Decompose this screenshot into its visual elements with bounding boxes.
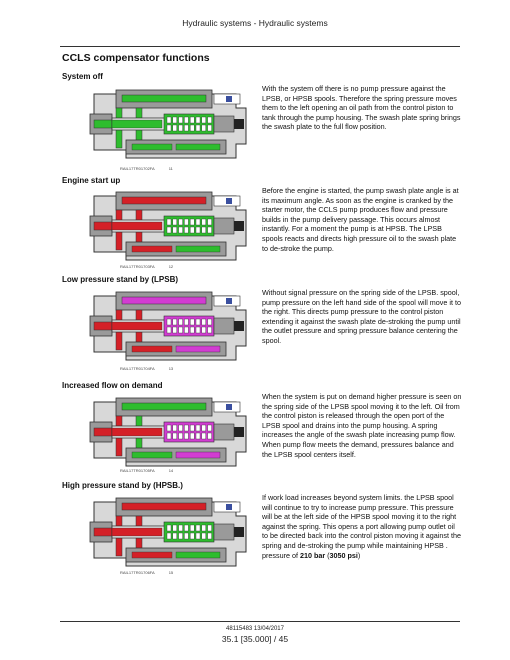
spring-coil [202,125,206,131]
signal-passage [176,552,220,558]
spring-coil [167,319,171,325]
spring-coil [208,319,212,325]
compensator-diagram [86,84,252,164]
spring-coil [202,533,206,539]
spring-coil [196,219,200,225]
spring-coil [202,117,206,123]
spring-coil [179,433,183,439]
caption-code: RAIL17TR01705FA [120,468,155,473]
section-title: CCLS compensator functions [62,52,210,64]
spring-coil [179,319,183,325]
figure-number: 13 [168,366,174,371]
adjusting-screw [214,524,234,540]
spring-coil [208,219,212,225]
inlet-passage [94,222,112,230]
spool-land [112,120,162,128]
spring-coil [179,117,183,123]
spool-land [112,528,162,536]
figure-hpsb [86,492,252,572]
upper-passage [122,503,206,510]
spring-coil [190,227,194,233]
figure-caption [120,166,173,171]
lock-nut [234,427,244,437]
compensator-diagram [86,492,252,572]
inlet-passage [94,322,112,330]
spool-land [112,322,162,330]
figure-lpsb [86,286,252,366]
spring-chamber [164,422,214,442]
page-header: Hydraulic systems - Hydraulic systems [182,18,328,28]
figure-caption [120,570,173,575]
signal-passage [176,144,220,150]
spring-coil [184,319,188,325]
figure-system-off [86,84,252,164]
spring-coil [179,533,183,539]
spring-coil [190,125,194,131]
subsection-title-hpsb: High pressure stand by (HPSB.) [62,481,183,490]
piston-passage [132,552,172,558]
spring-coil [173,227,177,233]
spring-coil [196,125,200,131]
piston-passage [132,346,172,352]
spool-land [112,428,162,436]
spring-coil [202,219,206,225]
spring-coil [208,117,212,123]
pressure-psi-value: 3050 psi [329,550,358,560]
orifice-plug [226,198,232,204]
figure-caption [120,264,173,269]
spring-chamber [164,316,214,336]
spring-coil [167,433,171,439]
spring-coil [202,327,206,333]
adjusting-screw [214,116,234,132]
adjusting-screw [214,318,234,334]
spring-coil [179,327,183,333]
spring-coil [179,227,183,233]
spring-coil [167,125,171,131]
spring-coil [184,125,188,131]
upper-passage [122,197,206,204]
spring-coil [184,327,188,333]
spring-coil [190,327,194,333]
spring-coil [190,219,194,225]
spring-coil [202,319,206,325]
spring-coil [167,227,171,233]
lock-nut [234,321,244,331]
spring-coil [196,525,200,531]
spring-coil [208,525,212,531]
spring-coil [167,327,171,333]
spring-coil [208,327,212,333]
spring-coil [196,319,200,325]
spring-coil [184,219,188,225]
inlet-passage [94,120,112,128]
spring-coil [173,117,177,123]
spring-coil [190,433,194,439]
spring-coil [196,425,200,431]
paragraph-engine-start-up: Before the engine is started, the pump swash plate angle is at its maximum angle. As soon as the engine is cranked by the starter motor, the CCLS pump produces flow and pressure builds in the pump delivery passage. This occurs almost instantly. For a moment the pump is at HPSB. The LPSB spools reacts and directs high pressure oil to the swash plate to de-stroke the pump. [262,186,459,253]
spring-coil [173,219,177,225]
piston-passage [132,246,172,252]
piston-passage [132,452,172,458]
spring-coil [202,433,206,439]
spring-coil [190,533,194,539]
spring-coil [208,433,212,439]
footer-page-number: 35.1 [35.000] / 45 [221,634,289,644]
compensator-diagram [86,186,252,266]
orifice-plug [226,96,232,102]
figure-number: 11 [168,166,173,171]
spring-coil [184,227,188,233]
spring-coil [173,533,177,539]
spring-coil [202,525,206,531]
spring-coil [179,525,183,531]
spring-coil [173,327,177,333]
spring-chamber [164,114,214,134]
piston-passage [132,144,172,150]
spring-coil [173,425,177,431]
signal-passage [176,452,220,458]
header-divider [60,46,460,47]
pressure-bar-value: 210 bar [299,550,326,560]
spool-land [112,222,162,230]
spring-chamber [164,216,214,236]
spring-coil [167,117,171,123]
spring-coil [167,533,171,539]
figure-increased-flow [86,392,252,472]
orifice-plug [226,298,232,304]
subsection-title-system-off: System off [62,72,103,81]
subsection-title-lpsb: Low pressure stand by (LPSB) [62,275,179,284]
spring-coil [190,319,194,325]
spring-coil [196,433,200,439]
spring-coil [208,125,212,131]
paragraph-lpsb: Without signal pressure on the spring side of the LPSB. spool, pump pressure on the left hand side of the spool will move it to the right. This directs pump pressure to the control piston extending it against the swash plate de-stroking the pump until the outlet pressure and spring pressure balance centering the spool. [262,288,461,345]
caption-code: RAIL17TR01703FA [120,264,155,269]
spring-coil [179,219,183,225]
spring-coil [173,319,177,325]
spring-coil [190,425,194,431]
paragraph-hpsb [262,493,462,560]
spring-coil [190,525,194,531]
inlet-passage [94,528,112,536]
paragraph-increased-flow: When the system is put on demand higher pressure is seen on the spring side of the LPSB spool moving it to the left. Oil from the control piston is released through the open port of the LPSB spool and drains into the pump housing. A spring increases the angle of the swash plate increasing pump flow. When pump flow meets the demand, pressures balance and the LPSB spool centers itself. [262,392,462,459]
caption-code: RAIL17TR01702FA [120,166,155,171]
orifice-plug [226,504,232,510]
caption-code: RAIL17TR01704FA [120,366,155,371]
spring-coil [173,433,177,439]
spring-coil [196,533,200,539]
spring-coil [184,117,188,123]
adjusting-screw [214,424,234,440]
spring-chamber [164,522,214,542]
figure-caption [120,366,173,371]
spring-coil [202,425,206,431]
spring-coil [173,125,177,131]
figure-number: 15 [168,570,174,575]
signal-passage [176,346,220,352]
subsection-title-engine-start-up: Engine start up [62,176,121,185]
footer-divider [60,621,460,622]
spring-coil [184,425,188,431]
spring-coil [167,525,171,531]
paragraph-system-off: With the system off there is no pump pressure against the LPSB, or HPSB spools. Therefore the spring pressure moves them to the left opening an oil path from the control piston to tank through the pump housing. The swash plate spring brings the swash plate to the full flow position. [262,84,461,132]
paragraph-text: ) [357,550,361,560]
spring-coil [173,525,177,531]
spring-coil [196,227,200,233]
figure-engine-start-up [86,186,252,266]
orifice-plug [226,404,232,410]
spring-coil [184,433,188,439]
spring-coil [208,533,212,539]
adjusting-screw [214,218,234,234]
paragraph-text: ( [325,550,330,560]
spring-coil [167,425,171,431]
upper-passage [122,95,206,102]
compensator-diagram [86,392,252,472]
upper-passage [122,403,206,410]
figure-caption [120,468,173,473]
spring-coil [208,227,212,233]
caption-code: RAIL17TR01706FA [120,570,155,575]
lock-nut [234,221,244,231]
spring-coil [208,425,212,431]
spring-coil [179,425,183,431]
spring-coil [202,227,206,233]
spring-coil [196,327,200,333]
compensator-diagram [86,286,252,366]
footer-document-code: 48115483 13/04/2017 [226,626,284,632]
spring-coil [184,533,188,539]
upper-passage [122,297,206,304]
spring-coil [190,117,194,123]
lock-nut [234,119,244,129]
inlet-passage [94,428,112,436]
signal-passage [176,246,220,252]
spring-coil [179,125,183,131]
paragraph-text: If work load increases beyond system limits. the LPSB spool will continue to try to increase pump pressure. This pressure will be at the left side of the HPSB spool moving it to the right against the spring. This opens a port allowing pump outlet oil to be directed back into the control piston moving it against the spring and de-stroking the pump while maintaining HPSB . pressure of [262,493,461,560]
subsection-title-increased-flow: Increased flow on demand [62,381,163,390]
spring-coil [184,525,188,531]
figure-number: 12 [168,264,174,269]
spring-coil [196,117,200,123]
lock-nut [234,527,244,537]
spring-coil [167,219,171,225]
figure-number: 14 [168,468,174,473]
